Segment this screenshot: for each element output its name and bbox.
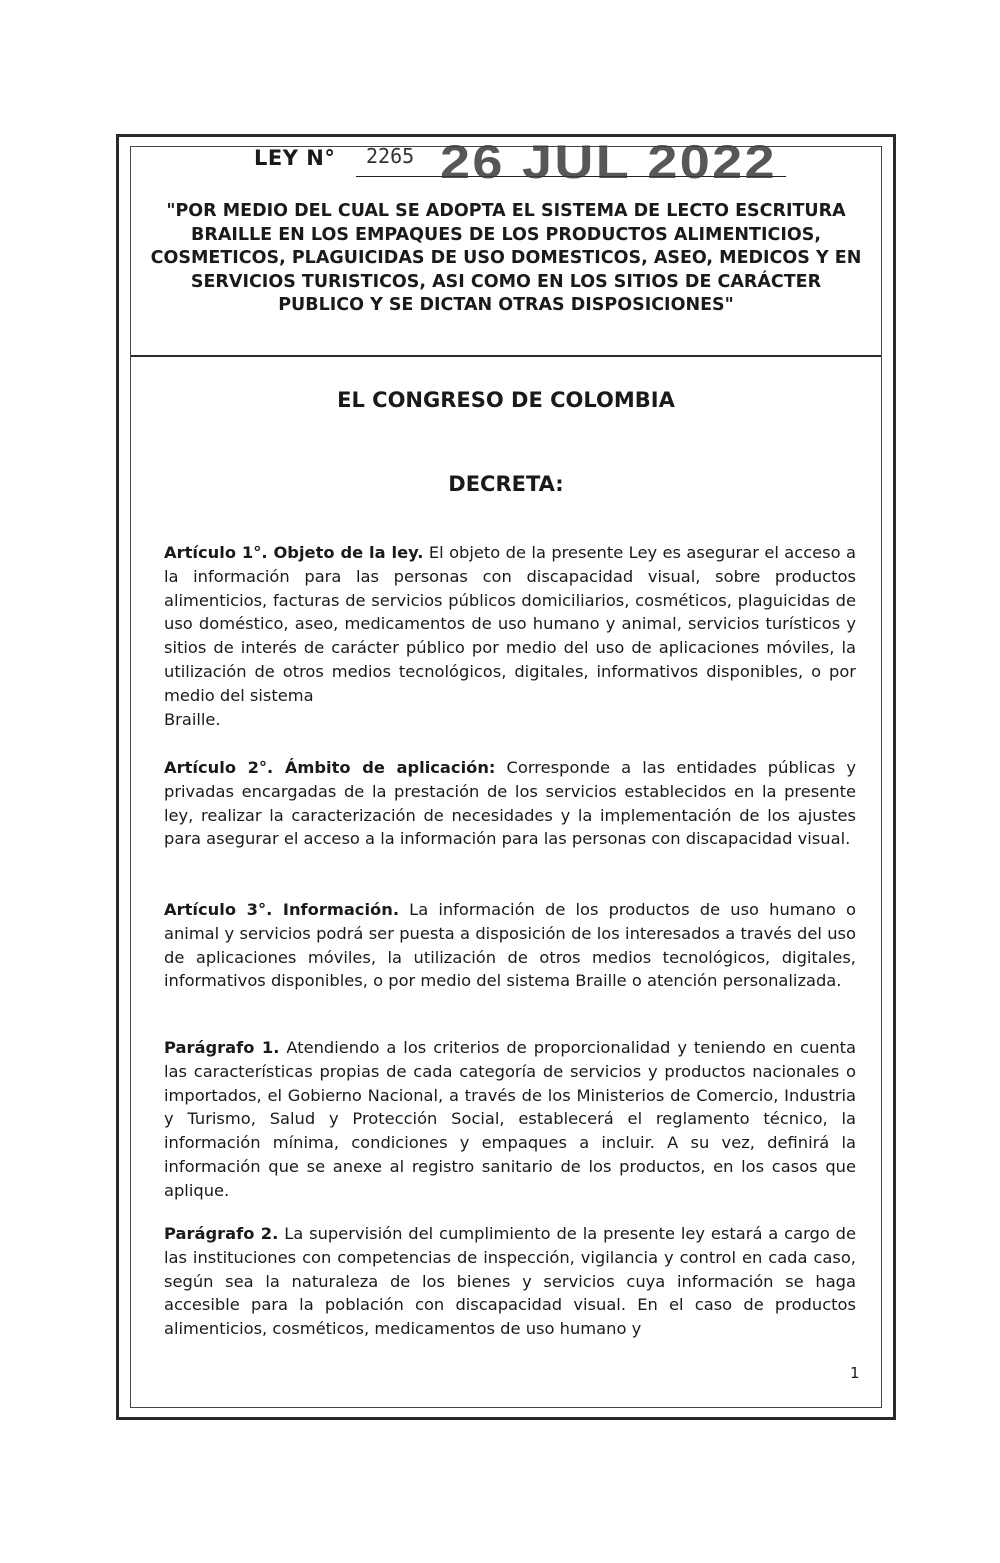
article-1 <box>164 541 856 731</box>
article-2-text: Corresponde a las entidades públicas y privadas encargadas de la prestación de los servicios establecidos en la presente ley, realizar la caracterización de necesidades y la implementación de los ajustes para asegurar el acceso a la información para las personas con discapacidad visual. <box>164 758 856 849</box>
paragraph-1-heading: Parágrafo 1. <box>164 1038 280 1057</box>
article-2 <box>164 756 856 851</box>
page-number: 1 <box>850 1364 860 1382</box>
decree-heading: DECRETA: <box>448 472 564 496</box>
paragraph-1 <box>164 1036 856 1203</box>
law-date-stamp: 26 JUL 2022 <box>440 135 777 188</box>
article-1-text: El objeto de la presente Ley es asegurar el acceso a la información para las personas con discapacidad visual, sobre productos alimenticios, facturas de servicios públicos domiciliarios, cosméticos, plaguicidas de uso doméstico, aseo, medicamentos de uso humano y animal, servicios turísticos y sitios de interés de carácter público por medio del uso de aplicaciones móviles, la utilización de otros medios tecnológicos, digitales, informativos disponibles, o por medio del sistema <box>164 543 856 705</box>
law-label: LEY N° <box>254 146 336 170</box>
paragraph-2 <box>164 1222 856 1341</box>
article-3 <box>164 898 856 993</box>
article-3-text: La información de los productos de uso humano o animal y servicios podrá ser puesta a disposición de los interesados a través del uso de aplicaciones móviles, la utilización de otros medios tecnológicos, digitales, informativos disponibles, o por medio del sistema Braille o atención personalizada. <box>164 900 856 991</box>
article-2-heading: Artículo 2°. Ámbito de aplicación: <box>164 758 496 777</box>
law-number: 2265 <box>366 144 415 168</box>
article-1-heading: Artículo 1°. Objeto de la ley. <box>164 543 424 562</box>
paragraph-2-text: La supervisión del cumplimiento de la presente ley estará a cargo de las instituciones con competencias de inspección, vigilancia y control en cada caso, según sea la naturaleza de los bienes y servicios cuya información se haga accesible para la población con discapacidad visual. En el caso de productos alimenticios, cosméticos, medicamentos de uso humano y <box>164 1224 856 1339</box>
issuer-heading: EL CONGRESO DE COLOMBIA <box>337 388 675 412</box>
law-title: "POR MEDIO DEL CUAL SE ADOPTA EL SISTEMA DE LECTO ESCRITURA BRAILLE EN LOS EMPAQUES DE LOS PRODUCTOS ALIMENTICIOS, COSMETICOS, PLAGUICIDAS DE USO DOMESTICOS, ASEO, MEDICOS Y EN SERVICIOS TURISTICOS, ASI COMO EN LOS SITIOS DE CARÁCTER PUBLICO Y SE DICTAN OTRAS DISPOSICIONES" <box>150 201 862 316</box>
article-3-heading: Artículo 3°. Información. <box>164 900 399 919</box>
law-number-line <box>254 135 784 188</box>
paragraph-2-heading: Parágrafo 2. <box>164 1224 279 1243</box>
paragraph-1-text: Atendiendo a los criterios de proporcionalidad y teniendo en cuenta las características propias de cada categoría de servicios y productos nacionales o importados, el Gobierno Nacional, a través de los Ministerios de Comercio, Industria y Turismo, Salud y Protección Social, establecerá el reglamento técnico, la información mínima, condiciones y empaques a incluir. A su vez, definirá la información que se anexe al registro sanitario de los productos, en los casos que aplique. <box>164 1038 857 1200</box>
article-1-text-cont: Braille. <box>164 709 221 729</box>
header-divider <box>131 355 881 357</box>
